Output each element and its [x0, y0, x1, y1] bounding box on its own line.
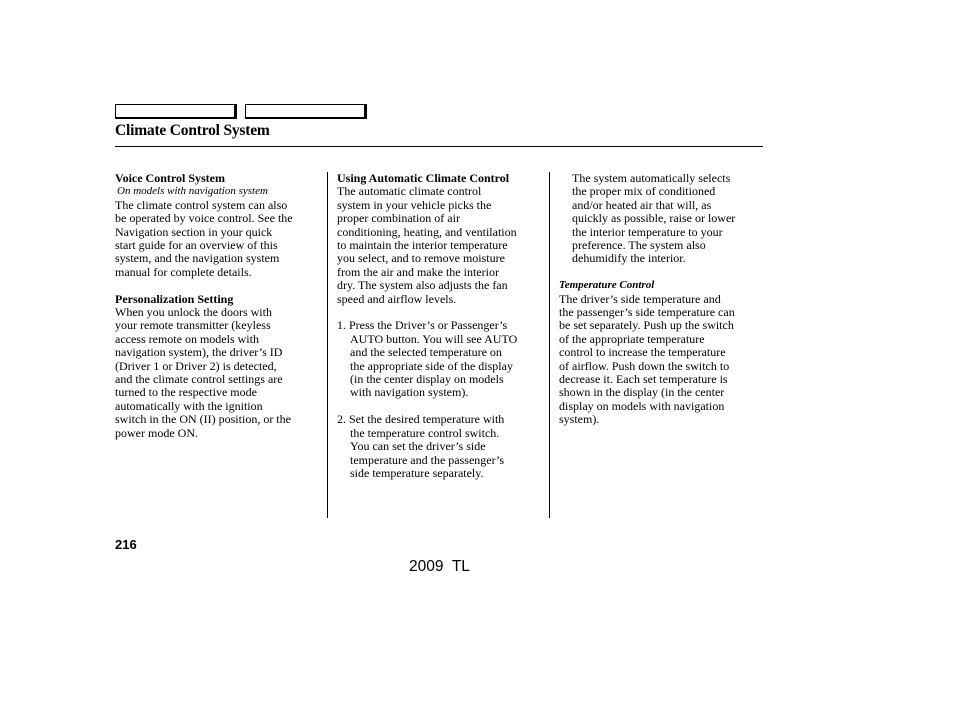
text-line: from the air and make the interior [337, 264, 499, 279]
text-line: the interior temperature to your [572, 224, 723, 239]
section-heading: Personalization Setting [115, 291, 234, 306]
paragraph-gap [337, 400, 543, 413]
text-line: decrease it. Each set temperature is [559, 372, 728, 387]
text-line: AUTO button. You will see AUTO [350, 331, 518, 346]
section-heading: Voice Control System [115, 171, 225, 185]
text-line: dry. The system also adjusts the fan [337, 278, 508, 293]
text-line: and the climate control settings are [115, 372, 283, 387]
text-line: navigation system), the driver’s ID [115, 345, 283, 360]
text-line: power mode ON. [115, 425, 198, 440]
section-subheading: On models with navigation system [117, 185, 268, 198]
text-line: start guide for an overview of this [115, 238, 278, 253]
text-line: the temperature control switch. [350, 425, 500, 440]
text-line: be set separately. Push up the switch [559, 318, 734, 333]
text-line: You can set the driver’s side [350, 439, 486, 454]
text-line: automatically with the ignition [115, 398, 263, 413]
text-line: The system automatically selects [572, 171, 731, 185]
text-line: system, and the navigation system [115, 251, 280, 266]
paragraph-gap [115, 279, 320, 292]
text-line: 1. Press the Driver’s or Passenger’s [337, 318, 508, 333]
footer-model-label: 2009 TL [409, 558, 470, 575]
text-line: your remote transmitter (keyless [115, 318, 271, 333]
text-line: you select, and to remove moisture [337, 251, 505, 266]
text-line: of airflow. Push down the switch to [559, 358, 730, 373]
text-line: side temperature separately. [350, 465, 484, 480]
body-paragraph [559, 293, 767, 427]
text-line: to maintain the interior temperature [337, 238, 508, 253]
text-line: Navigation section in your quick [115, 224, 273, 239]
text-line: system). [559, 412, 600, 427]
text-line: and/or heated air that will, as [572, 197, 712, 212]
text-line: access remote on models with [115, 331, 259, 346]
text-line: The automatic climate control [337, 184, 482, 199]
previous-page-button[interactable] [115, 104, 237, 119]
section-heading: Temperature Control [559, 279, 655, 292]
body-paragraph [115, 306, 320, 440]
text-line: manual for complete details. [115, 264, 252, 279]
text-line: the proper mix of conditioned [572, 184, 716, 199]
section-heading: Using Automatic Climate Control [337, 171, 510, 185]
text-line: speed and airflow levels. [337, 291, 457, 306]
column-automatic-climate [337, 172, 543, 480]
text-line: temperature and the passenger’s [350, 452, 505, 467]
text-line: dehumidify the interior. [572, 251, 686, 266]
text-line: When you unlock the doors with [115, 305, 272, 320]
step-item [337, 319, 543, 399]
text-line: shown in the display (in the center [559, 385, 725, 400]
body-paragraph [115, 199, 320, 279]
text-line: with navigation system). [350, 385, 469, 400]
text-line: be operated by voice control. See the [115, 211, 293, 226]
text-line: switch in the ON (II) position, or the [115, 412, 291, 427]
page-title: Climate Control System [115, 122, 270, 139]
column-voice-control [115, 172, 320, 440]
text-line: The driver’s side temperature and [559, 291, 721, 306]
step-item [337, 413, 543, 480]
text-line: turned to the respective mode [115, 385, 257, 400]
column-divider [327, 172, 328, 518]
text-line: system in your vehicle picks the [337, 197, 492, 212]
text-line: (Driver 1 or Driver 2) is detected, [115, 358, 277, 373]
text-line: proper combination of air [337, 211, 460, 226]
text-line: the appropriate side of the display [350, 358, 513, 373]
text-line: quickly as possible, raise or lower [572, 211, 736, 226]
body-paragraph [337, 185, 543, 306]
text-line: conditioning, heating, and ventilation [337, 224, 517, 239]
text-line: preference. The system also [572, 238, 706, 253]
column-divider [549, 172, 550, 518]
next-page-button[interactable] [245, 104, 367, 119]
text-line: of the appropriate temperature [559, 331, 705, 346]
text-line: display on models with navigation [559, 398, 725, 413]
body-paragraph [559, 172, 767, 266]
text-line: the passenger’s side temperature can [559, 305, 735, 320]
page-number: 216 [115, 537, 137, 552]
text-line: control to increase the temperature [559, 345, 726, 360]
text-line: and the selected temperature on [350, 345, 502, 360]
text-line: The climate control system can also [115, 197, 288, 212]
text-line: 2. Set the desired temperature with [337, 412, 505, 427]
title-divider [115, 146, 763, 147]
column-temperature-control [559, 172, 767, 427]
paragraph-gap [337, 306, 543, 319]
paragraph-gap [559, 266, 767, 279]
text-line: (in the center display on models [350, 372, 504, 387]
